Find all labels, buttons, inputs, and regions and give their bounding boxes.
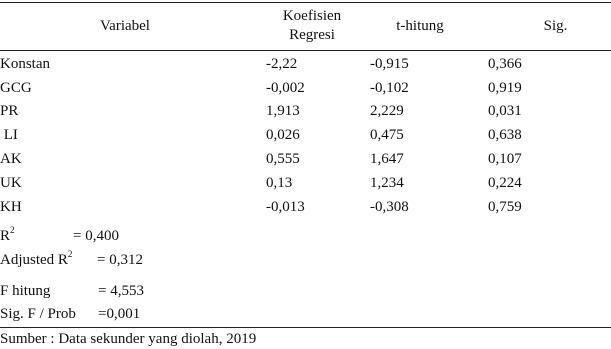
cell-variable: Konstan (0, 56, 50, 72)
cell-t-hitung: -0,102 (370, 80, 409, 96)
header-bottom-rule (0, 50, 611, 51)
table-bottom-rule (0, 327, 611, 328)
cell-t-hitung: 0,475 (370, 127, 404, 143)
cell-variable: PR (0, 103, 19, 119)
header-sig: Sig. (543, 18, 568, 34)
cell-koefisien: -0,002 (266, 80, 305, 96)
cell-variable: LI (0, 127, 18, 143)
cell-koefisien: 0,026 (266, 127, 300, 143)
header-koefisien-line2: Regresi (289, 27, 335, 43)
cell-t-hitung: 1,647 (370, 151, 404, 167)
header-t-hitung: t-hitung (396, 18, 444, 34)
cell-sig: 0,031 (488, 103, 522, 119)
cell-sig: 0,366 (488, 56, 522, 72)
stat-sig-f-label: Sig. F / Prob (0, 306, 76, 322)
stat-f-label: F hitung (0, 283, 51, 299)
stat-r-squared-value: = 0,400 (73, 228, 119, 244)
stat-f-hitung (0, 282, 144, 301)
cell-sig: 0,759 (488, 199, 522, 215)
cell-koefisien: 1,913 (266, 103, 300, 119)
stat-adjusted-r-squared (0, 249, 143, 270)
cell-variable: GCG (0, 80, 32, 96)
header-variabel: Variabel (100, 18, 150, 34)
cell-t-hitung: -0,308 (370, 199, 409, 215)
source-note: Sumber : Data sekunder yang diolah, 2019 (0, 331, 257, 347)
header-koefisien (262, 7, 362, 45)
stat-adjusted-value: = 0,312 (97, 252, 143, 268)
stat-r-squared-sup: 2 (10, 225, 15, 235)
cell-koefisien: 0,555 (266, 151, 300, 167)
cell-sig: 0,919 (488, 80, 522, 96)
cell-koefisien: -2,22 (266, 56, 298, 72)
cell-koefisien: 0,13 (266, 175, 293, 191)
stat-sig-f-value: =0,001 (98, 306, 141, 322)
stat-r-squared (0, 225, 119, 246)
cell-t-hitung: 1,234 (370, 175, 404, 191)
cell-sig: 0,638 (488, 127, 522, 143)
table-top-rule (0, 2, 611, 3)
cell-variable: UK (0, 175, 22, 191)
header-koefisien-line1: Koefisien (282, 8, 342, 24)
stat-sig-f (0, 305, 141, 324)
cell-variable: KH (0, 199, 22, 215)
cell-t-hitung: 2,229 (370, 103, 404, 119)
cell-koefisien: -0,013 (266, 199, 305, 215)
cell-t-hitung: -0,915 (370, 56, 409, 72)
stat-adjusted-label: Adjusted R (0, 252, 68, 268)
stat-f-value: = 4,553 (98, 283, 144, 299)
stat-adjusted-sup: 2 (67, 249, 73, 259)
stat-r-squared-label: R (0, 228, 11, 244)
cell-sig: 0,224 (488, 175, 522, 191)
cell-variable: AK (0, 151, 22, 167)
cell-sig: 0,107 (488, 151, 522, 167)
